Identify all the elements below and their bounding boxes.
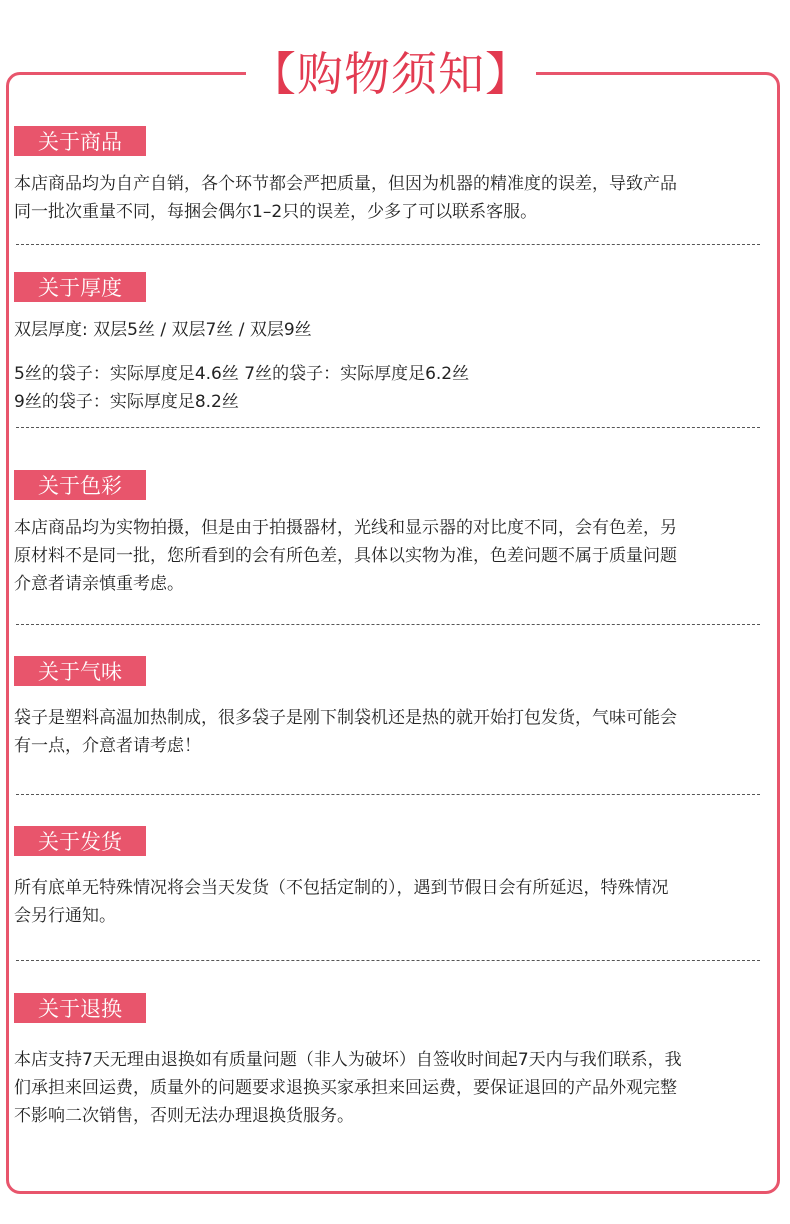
dashed-divider	[16, 427, 760, 428]
text-line: 5丝的袋子：实际厚度足4.6丝 7丝的袋子：实际厚度足6.2丝	[14, 364, 470, 384]
text-line: 9丝的袋子：实际厚度足8.2丝	[14, 392, 239, 412]
text-line: 同一批次重量不同，每捆会偶尔1–2只的误差，少多了可以联系客服。	[14, 202, 538, 222]
text-line: 会另行通知。	[14, 906, 116, 926]
section-heading-color: 关于色彩	[14, 470, 146, 500]
section-text-product	[14, 170, 778, 226]
section-heading-odor: 关于气味	[14, 656, 146, 686]
dashed-divider	[16, 244, 760, 245]
section-text-thickness-actual	[14, 360, 778, 416]
text-line: 本店商品均为实物拍摄，但是由于拍摄器材，光线和显示器的对比度不同，会有色差，另	[14, 518, 677, 538]
section-text-returns	[14, 1046, 778, 1130]
text-line: 所有底单无特殊情况将会当天发货（不包括定制的），遇到节假日会有所延迟，特殊情况	[14, 878, 669, 898]
dashed-divider	[16, 960, 760, 961]
text-line: 本店支持7天无理由退换如有质量问题（非人为破坏）自签收时间起7天内与我们联系，我	[14, 1050, 682, 1070]
page-title: 【购物须知】	[250, 47, 532, 101]
title-banner	[246, 38, 536, 104]
text-line: 双层厚度: 双层5丝 / 双层7丝 / 双层9丝	[14, 320, 312, 340]
text-line: 原材料不是同一批，您所看到的会有所色差，具体以实物为准，色差问题不属于质量问题	[14, 546, 677, 566]
text-line: 们承担来回运费，质量外的问题要求退换买家承担来回运费，要保证退回的产品外观完整	[14, 1078, 677, 1098]
text-line: 有一点，介意者请考虑！	[14, 736, 201, 756]
section-heading-returns: 关于退换	[14, 993, 146, 1023]
dashed-divider	[16, 794, 760, 795]
notice-frame	[6, 72, 780, 1194]
text-line: 袋子是塑料高温加热制成，很多袋子是刚下制袋机还是热的就开始打包发货，气味可能会	[14, 708, 677, 728]
section-text-shipping	[14, 874, 778, 930]
section-text-color	[14, 514, 778, 598]
section-heading-shipping: 关于发货	[14, 826, 146, 856]
section-text-odor	[14, 704, 778, 760]
section-text-thickness-types	[14, 316, 778, 344]
dashed-divider	[16, 624, 760, 625]
section-heading-product: 关于商品	[14, 126, 146, 156]
text-line: 本店商品均为自产自销，各个环节都会严把质量，但因为机器的精准度的误差，导致产品	[14, 174, 677, 194]
text-line: 介意者请亲慎重考虑。	[14, 574, 184, 594]
section-heading-thickness: 关于厚度	[14, 272, 146, 302]
text-line: 不影响二次销售，否则无法办理退换货服务。	[14, 1106, 354, 1126]
